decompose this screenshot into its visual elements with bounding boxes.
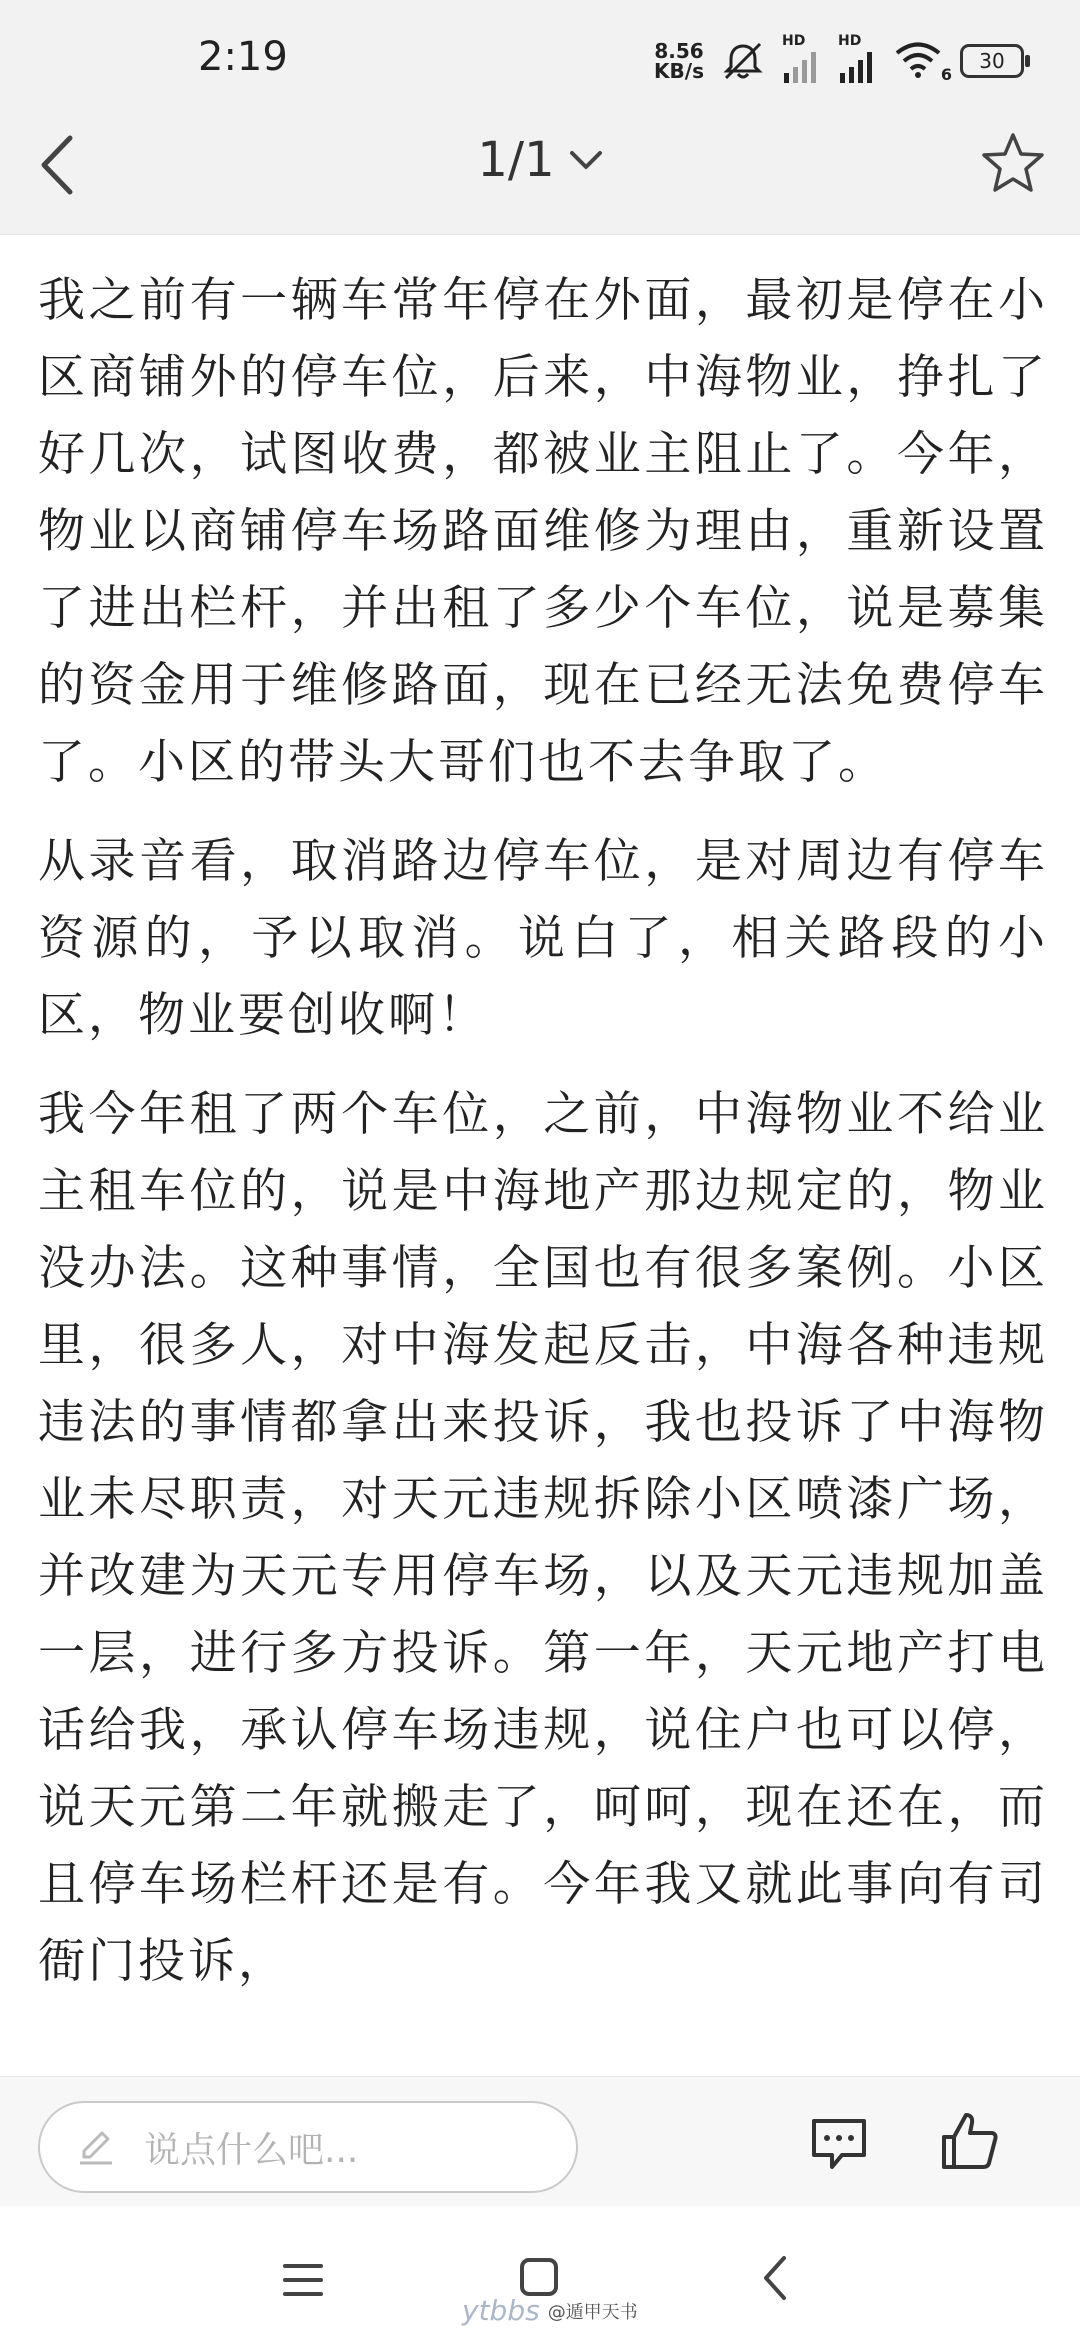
thumbs-up-icon[interactable] (940, 2109, 1000, 2171)
signal-2-hd-label: HD (838, 33, 862, 49)
page-selector[interactable] (0, 132, 1080, 188)
signal-bars-2-icon (838, 49, 876, 83)
status-time: 2:19 (198, 34, 288, 80)
post-paragraph-3: 我今年租了两个车位，之前，中海物业不给业主租车位的，说是中海地产那边规定的，物业没办法。这种事情，全国也有很多案例。小区里，很多人，对中海发起反击，中海各种违规违法的事情都拿出来投诉，我也投诉了中海物业未尽职责，对天元违规拆除小区喷漆广场，并改建为天元专用停车场，以及天元违规加盖一层，进行多方投诉。第一年，天元地产打电话给我，承认停车场违规，说住户也可以停，说天元第二年就搬走了，呵呵，现在还在，而且停车场栏杆还是有。今年我又就此事向有司衙门投诉， (38, 1087, 1048, 1989)
pencil-icon (76, 2127, 116, 2167)
comment-input[interactable] (38, 2101, 578, 2193)
network-speed-unit: KB/s (654, 59, 704, 83)
cell-signal-1 (782, 33, 820, 83)
signal-1-hd-label: HD (782, 33, 806, 49)
menu-icon[interactable] (282, 2260, 324, 2300)
post-header (0, 88, 1080, 235)
network-speed (654, 41, 704, 81)
watermark-user: @遁甲天书 (547, 2301, 638, 2323)
comment-message-icon[interactable] (808, 2115, 870, 2173)
alarm-off-icon (722, 40, 764, 82)
home-square-icon[interactable] (518, 2256, 560, 2298)
wifi-status (894, 40, 952, 84)
comment-bar (0, 2076, 1080, 2207)
watermark-logo: ytbbs (462, 2294, 540, 2327)
signal-bars-1-icon (782, 49, 820, 83)
network-speed-value: 8.56 (654, 39, 704, 63)
cell-signal-2 (838, 33, 876, 83)
battery-indicator: 30 (960, 44, 1024, 78)
chevron-down-icon[interactable] (569, 149, 603, 171)
post-paragraph-1: 我之前有一辆车常年停在外面，最初是停在小区商铺外的停车位，后来，中海物业，挣扎了好几次，试图收费，都被业主阻止了。今年，物业以商铺停车场路面维修为理由，重新设置了进出栏杆，并出租了多少个车位，说是募集的资金用于维修路面，现在已经无法免费停车了。小区的带头大哥们也不去争取了。 (38, 273, 1048, 790)
wifi-icon (894, 40, 942, 78)
status-bar (0, 0, 1080, 88)
watermark (462, 2294, 638, 2327)
post-paragraph-2: 从录音看，取消路边停车位，是对周边有停车资源的，予以取消。说白了，相关路段的小区，物业要创收啊！ (38, 834, 1048, 1043)
nav-back-icon[interactable] (760, 2254, 790, 2302)
page-indicator[interactable]: 1/1 (477, 132, 555, 188)
status-icons (654, 33, 1024, 84)
comment-placeholder: 说点什么吧... (144, 2129, 359, 2171)
favorite-star-icon[interactable] (980, 130, 1046, 196)
wifi-band-label: 6 (940, 65, 952, 84)
post-content (38, 262, 1048, 2022)
